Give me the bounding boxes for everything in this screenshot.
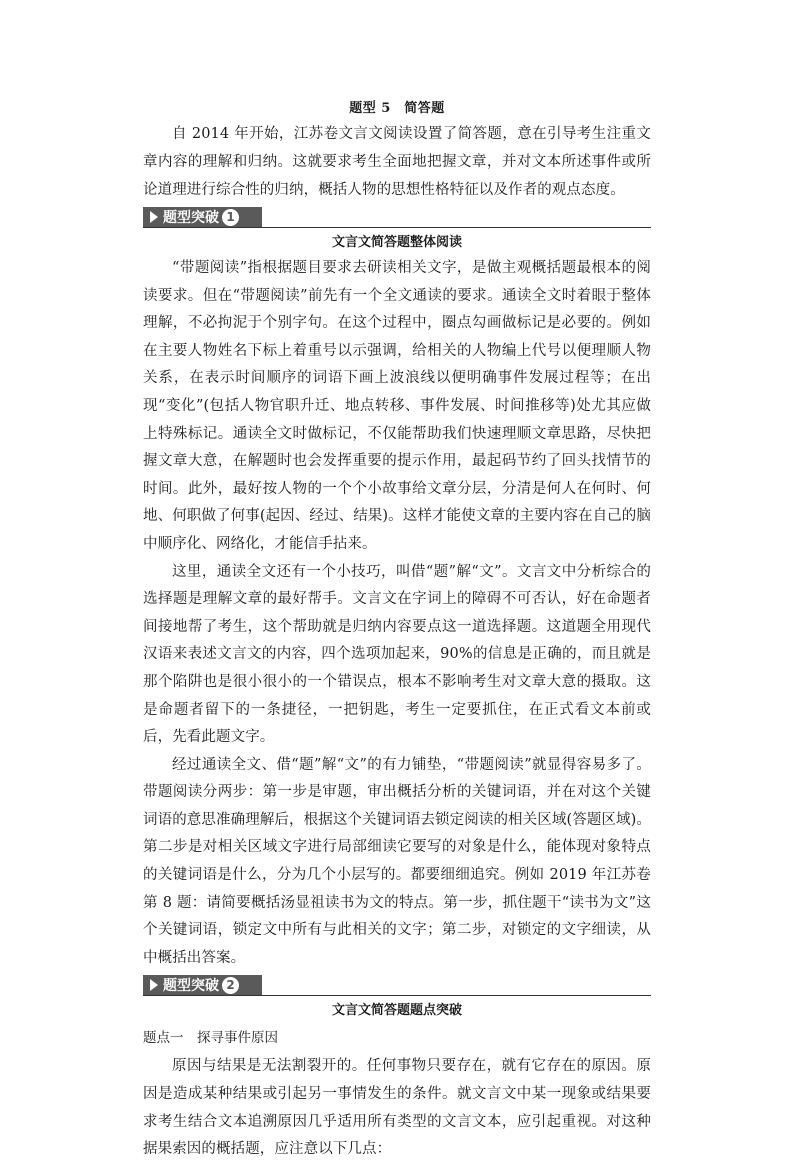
section-divider	[143, 227, 651, 228]
section-tag-label: 题型突破	[163, 210, 219, 226]
section-number-badge: 2	[222, 977, 239, 994]
section-tag	[143, 975, 262, 995]
section-number-badge: 1	[222, 209, 239, 226]
body-paragraph: 原因与结果是无法割裂开的。任何事物只要存在，就有它存在的原因。原因是造成某种结果或引起另一事情发生的条件。就文言文中某一现象或结果要求考生结合文本追溯原因几乎适用所有类型的文言文本，应引起重视。对这种据果索因的概括题，应注意以下几点：	[143, 1058, 651, 1158]
play-arrow-icon	[150, 979, 158, 991]
section-subtitle: 文言文简答题题点突破	[331, 1003, 462, 1019]
body-paragraph: 这里，通读全文还有一个小技巧，叫借“题”解“文”。文言文中分析综合的选择题是理解文章的最好帮手。文言文在字词上的障碍不可否认，好在命题者间接地帮了考生，这个帮助就是归纳内容要点这一道选择题。这道题全用现代汉语来表述文言文的内容，四个选项加起来，90%的信息是正确的，而且就是那个陷阱也是很小很小的一个错误点，根本不影响考生对文章大意的摄取。这是命题者留下的一条捷径，一把钥匙，考生一定要抓住，在正式看文本前或后，先看此题文字。	[143, 563, 651, 746]
point-title: 题点一 探寻事件原因	[143, 1030, 278, 1047]
play-arrow-icon	[150, 211, 158, 223]
section-2-header	[143, 975, 651, 997]
section-divider	[143, 995, 651, 996]
section-subtitle: 文言文简答题整体阅读	[331, 235, 462, 250]
intro-paragraph: 自 2014 年开始，江苏卷文言文阅读设置了简答题，意在引导考生注重文章内容的理解和归纳。这就要求考生全面地把握文章，并对文本所述事件或所论道理进行综合性的归纳，概括人物的思想性格特征以及作者的观点态度。	[143, 126, 651, 198]
section-tag	[143, 207, 262, 227]
body-paragraph: “带题阅读”指根据题目要求去研读相关文字，是做主观概括题最根本的阅读要求。但在“带题阅读”前先有一个全文通读的要求。通读全文时着眼于整体理解，不必拘泥于个别字句。在这个过程中，圈点勾画做标记是必要的。例如在主要人物姓名下标上着重号以示强调，给相关的人物编上代号以便理顺人物关系，在表示时间顺序的词语下画上波浪线以便明确事件发展过程等；在出现“变化”(包括人物官职升迁、地点转移、事件发展、时间推移等)处尤其应做上特殊标记。通读全文时做标记，不仅能帮助我们快速理顺文章思路，尽快把握文章大意，在解题时也会发挥重要的提示作用，最起码节约了回头找情节的时间。此外，最好按人物的一个个小故事给文章分层，分清是何人在何时、何地、何职做了何事(起因、经过、结果)。这样才能使文章的主要内容在自己的脑中顺序化、网络化，才能信手拈来。	[143, 260, 651, 552]
document-page	[143, 90, 651, 1164]
section-tag-label: 题型突破	[163, 978, 219, 995]
section-1-header	[143, 207, 651, 229]
body-paragraph: 经过通读全文、借“题”解“文”的有力铺垫，“带题阅读”就显得容易多了。带题阅读分两步：第一步是审题，审出概括分析的关键词语，并在对这个关键词语的意思准确理解后，根据这个关键词语去锁定阅读的相关区域(答题区域)。第二步是对相关区域文字进行局部细读它要写的对象是什么，能体现对象特点的关键词语是什么，分为几个小层写的。都要细细追究。例如 2019 年江苏卷第 8 题：请简要概括汤显祖读书为文的特点。第一步，抓住题干“读书为文”这个关键词语，锁定文中所有与此相关的文字；第二步，对锁定的文字细读，从中概括出答案。	[143, 756, 651, 966]
page-title: 题型 5 简答题	[349, 101, 445, 116]
